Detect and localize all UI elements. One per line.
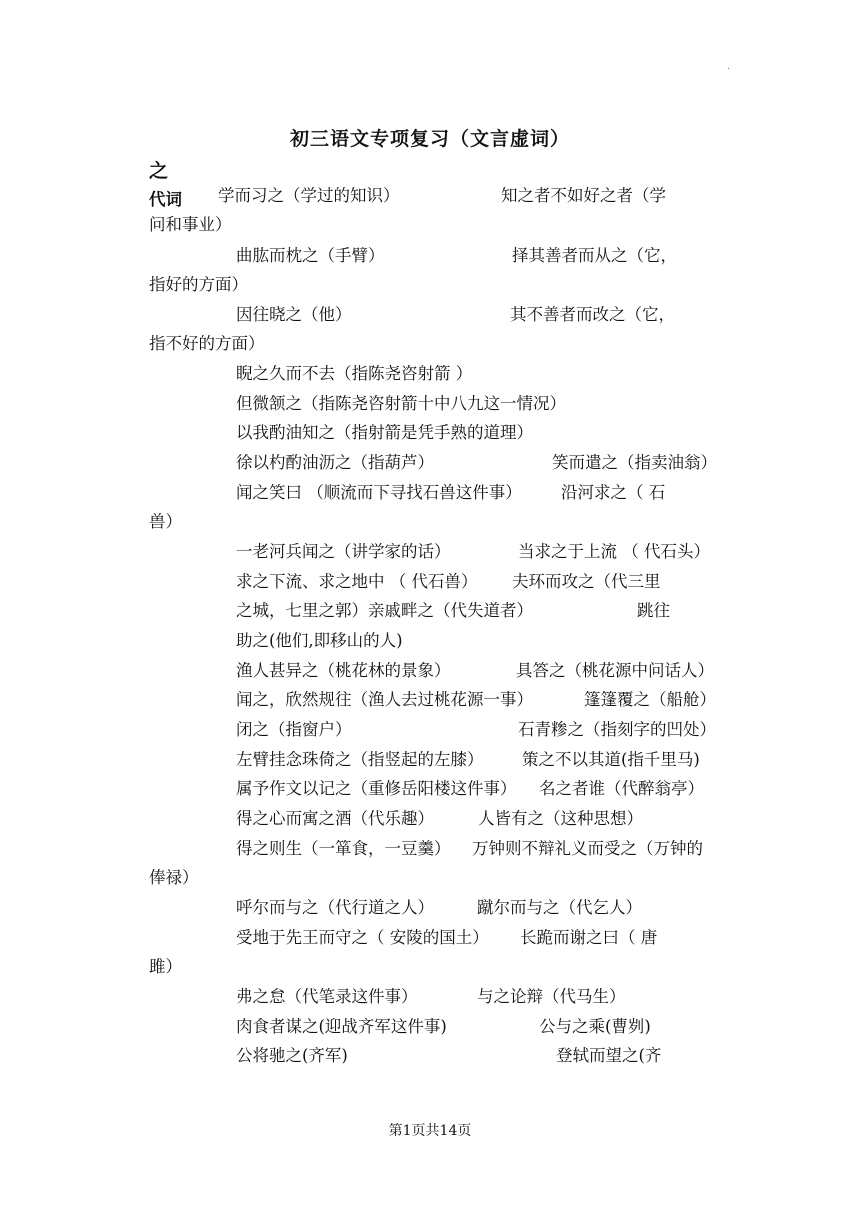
entry-wrap: 指好的方面） [149, 275, 248, 294]
entry-a: 公将驰之(齐军) [236, 1046, 348, 1065]
entry-b: 具答之（桃花源中问话人） [516, 661, 714, 680]
entry-b: 与之论辩（代马生） [477, 987, 626, 1006]
entry-a: 学而习之（学过的知识） [218, 186, 400, 205]
section-label: 代词 [149, 190, 182, 209]
entry-b: 笑而遣之（指卖油翁） [552, 453, 717, 472]
entry-a: 受地于先王而守之（ 安陵的国土） [236, 928, 489, 947]
entry-b: 蹴尔而与之（代乞人） [477, 898, 642, 917]
entry-a: 一老河兵闻之（讲学家的话） [236, 542, 451, 561]
entry-a: 求之下流、求之地中 （ 代石兽） [236, 572, 478, 591]
entry-a: 属予作文以记之（重修岳阳楼这件事） [236, 779, 517, 798]
entry-b: 策之不以其道(指千里马) [522, 750, 700, 769]
entry-a: 得之则生（一箪食，一豆羹） [236, 839, 451, 858]
entry-b: 石青糁之（指刻字的凹处） [518, 720, 716, 739]
entry-a: 以我酌油知之（指射箭是凭手熟的道理） [236, 423, 533, 442]
entry-b: 跳往 [637, 601, 670, 620]
entry-a: 徐以杓酌油沥之（指葫芦） [236, 453, 434, 472]
entry-a: 闻之，欣然规往（渔人去过桃花源一事） [236, 690, 533, 709]
entry-b: 长跪而谢之曰（ 唐 [520, 928, 658, 947]
entry-b: 公与之乘(曹刿) [539, 1017, 651, 1036]
entry-b: 择其善者而从之（它， [512, 246, 677, 265]
entry-wrap: 兽） [149, 512, 182, 531]
entry-a: 左臂挂念珠倚之（指竖起的左膝） [236, 750, 484, 769]
entry-b: 人皆有之（这种思想） [478, 809, 643, 828]
entry-wrap: 俸禄） [149, 868, 199, 887]
entry-b: 篷篷覆之（船舱） [584, 690, 716, 709]
entry-wrap: 指不好的方面） [149, 334, 265, 353]
entry-b: 沿河求之（ 石 [561, 483, 666, 502]
entry-a: 曲肱而枕之（手臂） [236, 246, 385, 265]
entry-a: 但微颔之（指陈尧咨射箭十中八九这一情况） [236, 394, 566, 413]
entry-b: 知之者不如好之者（学 [501, 186, 666, 205]
entry-wrap: 雎） [149, 957, 182, 976]
entry-a: 睨之久而不去（指陈尧咨射箭 ） [236, 364, 473, 383]
page-footer: 第1页共14页 [388, 1123, 472, 1139]
entry-a: 得之心而寓之酒（代乐趣） [236, 809, 434, 828]
entry-wrap: 问和事业） [149, 215, 232, 234]
entry-b: 其不善者而改之（它， [510, 305, 675, 324]
entry-a: 闭之（指窗户） [236, 720, 352, 739]
entry-b: 夫环而攻之（代三里 [512, 572, 661, 591]
entry-a: 渔人甚异之（桃花林的景象） [236, 661, 451, 680]
section-heading: 之 [149, 160, 169, 182]
entry-a: 之城，七里之郭）亲戚畔之（代失道者） [236, 601, 533, 620]
corner-mark: · [727, 64, 731, 75]
entry-b: 当求之于上流 （ 代石头） [518, 542, 710, 561]
entry-b: 万钟则不辩礼义而受之（万钟的 [472, 839, 703, 858]
entry-a: 闻之笑曰 （顺流而下寻找石兽这件事） [236, 483, 522, 502]
entry-a: 肉食者谋之(迎战齐军这件事) [236, 1017, 447, 1036]
entry-b: 名之者谁（代醉翁亭） [539, 779, 704, 798]
entry-a: 弗之怠（代笔录这件事） [236, 987, 418, 1006]
entry-a: 呼尔而与之（代行道之人） [236, 898, 434, 917]
page-title: 初三语文专项复习（文言虚词） [289, 128, 570, 150]
entry-a: 助之(他们,即移山的人) [236, 631, 403, 650]
entry-b: 登轼而望之(齐 [556, 1046, 662, 1065]
entry-a: 因往晓之（他） [236, 305, 352, 324]
